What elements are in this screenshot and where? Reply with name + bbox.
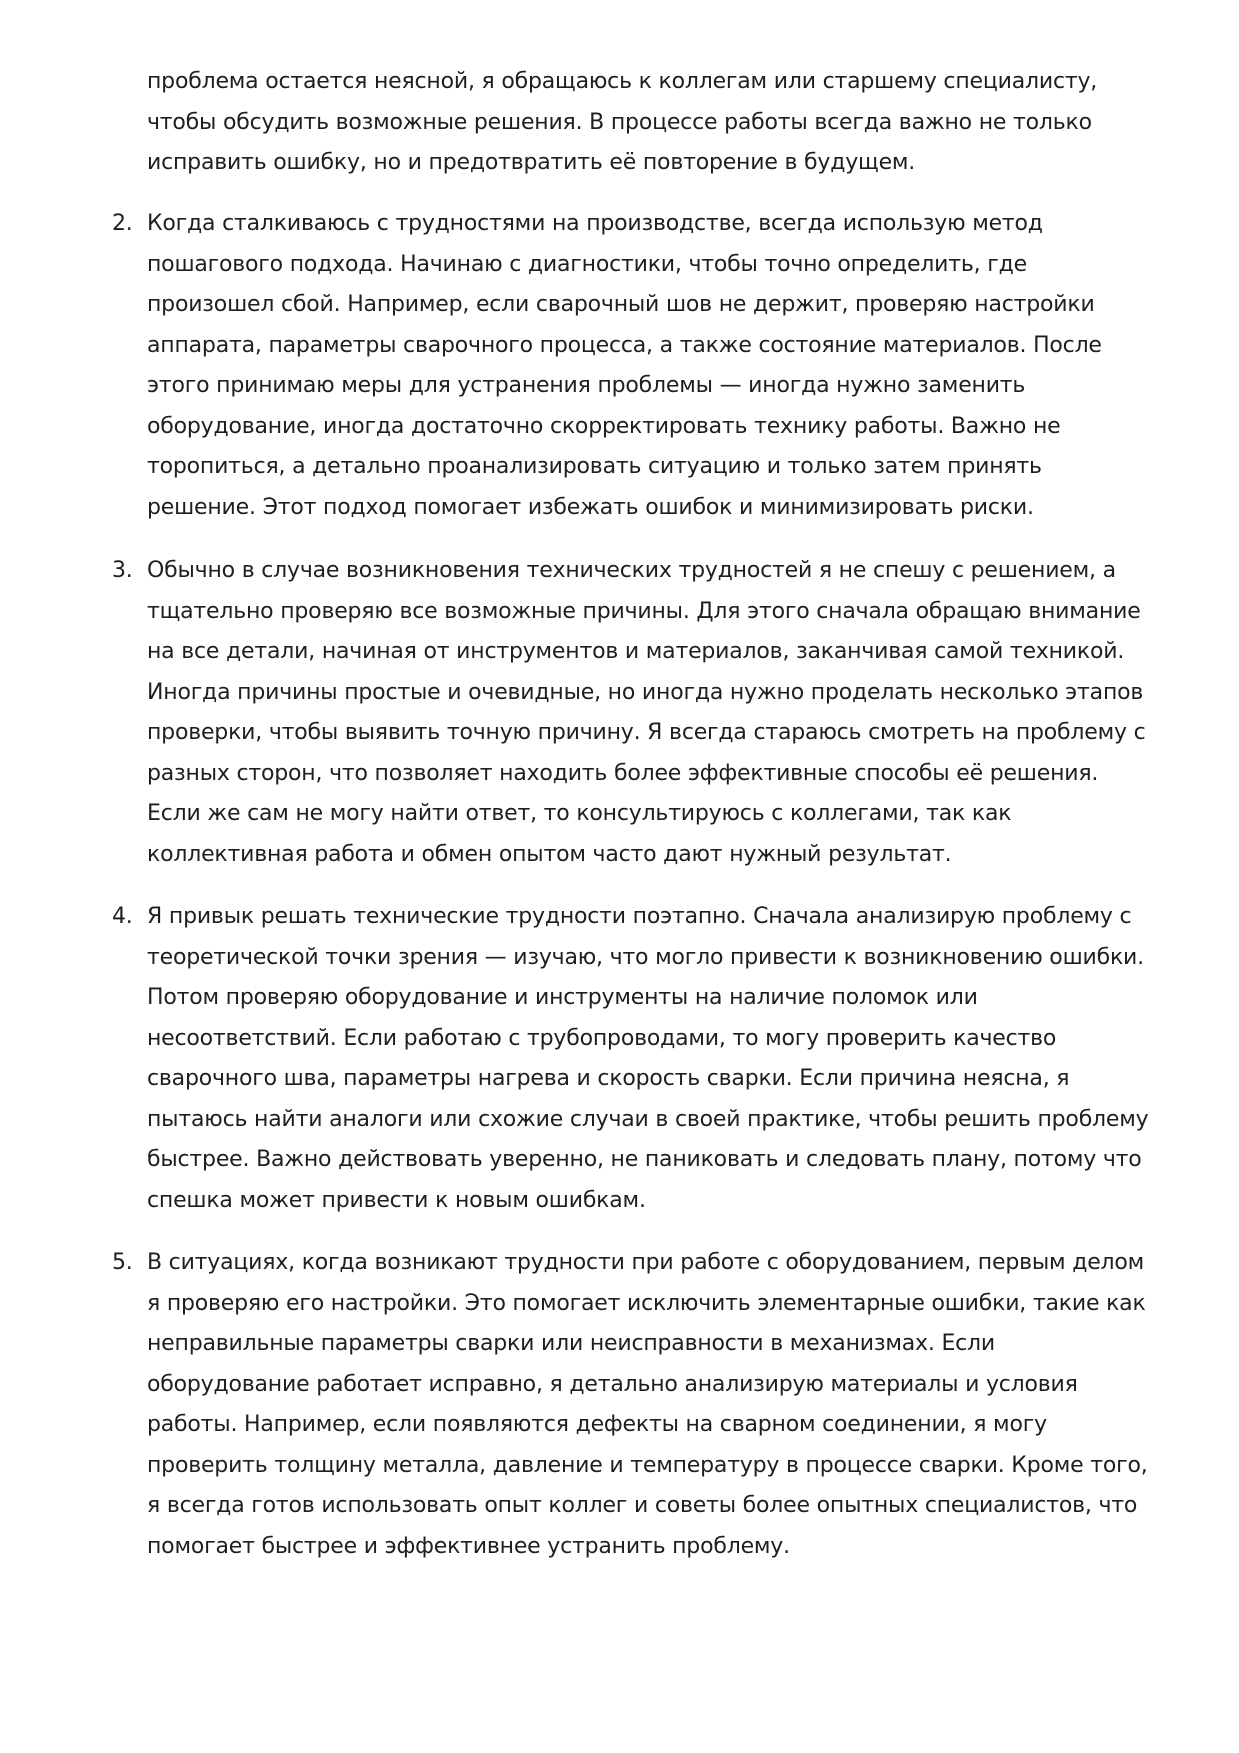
list-item-number: 5. bbox=[112, 1250, 133, 1275]
list-item-text: Когда сталкиваюсь с трудностями на производстве, всегда использую метод пошагового подхода. Начинаю с диагностики, чтобы точно определить, где произошел сбой. Например, если сварочный шов не держит, проверяю настройки аппарата, параметры сварочного процесса, а также состояние материалов. После этого принимаю меры для устранения проблемы — иногда нужно заменить оборудование, иногда достаточно скорректировать технику работы. Важно не торопиться, а детально проанализировать ситуацию и только затем принять решение. Этот подход помогает избежать ошибок и минимизировать риски. bbox=[147, 211, 1102, 520]
list-item bbox=[112, 1243, 1152, 1567]
list-item-text: Я привык решать технические трудности поэтапно. Сначала анализирую проблему с теоретической точки зрения — изучаю, что могло привести к возникновению ошибки. Потом проверяю оборудование и инструменты на наличие поломок или несоответствий. Если работаю с трубопроводами, то могу проверить качество сварочного шва, параметры нагрева и скорость сварки. Если причина неясна, я пытаюсь найти аналоги или схожие случаи в своей практике, чтобы решить проблему быстрее. Важно действовать уверенно, не паниковать и следовать плану, потому что спешка может привести к новым ошибкам. bbox=[147, 904, 1149, 1213]
list-item bbox=[112, 897, 1152, 1221]
list-item-text: В ситуациях, когда возникают трудности при работе с оборудованием, первым делом я проверяю его настройки. Это помогает исключить элементарные ошибки, такие как неправильные параметры сварки или неисправности в механизмах. Если оборудование работает исправно, я детально анализирую материалы и условия работы. Например, если появляются дефекты на сварном соединении, я могу проверить толщину металла, давление и температуру в процессе сварки. Кроме того, я всегда готов использовать опыт коллег и советы более опытных специалистов, что помогает быстрее и эффективнее устранить проблему. bbox=[147, 1250, 1148, 1559]
continuation-paragraph: проблема остается неясной, я обращаюсь к коллегам или старшему специалисту, чтобы обсудить возможные решения. В процессе работы всегда важно не только исправить ошибку, но и предотвратить её повторение в будущем. bbox=[147, 69, 1098, 175]
list-item-number: 4. bbox=[112, 904, 133, 929]
list-item bbox=[112, 551, 1152, 875]
list-item-text: Обычно в случае возникновения технических трудностей я не спешу с решением, а тщательно проверяю все возможные причины. Для этого сначала обращаю внимание на все детали, начиная от инструментов и материалов, заканчивая самой техникой. Иногда причины простые и очевидные, но иногда нужно проделать несколько этапов проверки, чтобы выявить точную причину. Я всегда стараюсь смотреть на проблему с разных сторон, что позволяет находить более эффективные способы её решения. Если же сам не могу найти ответ, то консультируюсь с коллегами, так как коллективная работа и обмен опытом часто дают нужный результат. bbox=[147, 558, 1146, 867]
list-item-number: 3. bbox=[112, 558, 133, 583]
list-item-number: 2. bbox=[112, 211, 133, 236]
list-item bbox=[112, 204, 1152, 528]
